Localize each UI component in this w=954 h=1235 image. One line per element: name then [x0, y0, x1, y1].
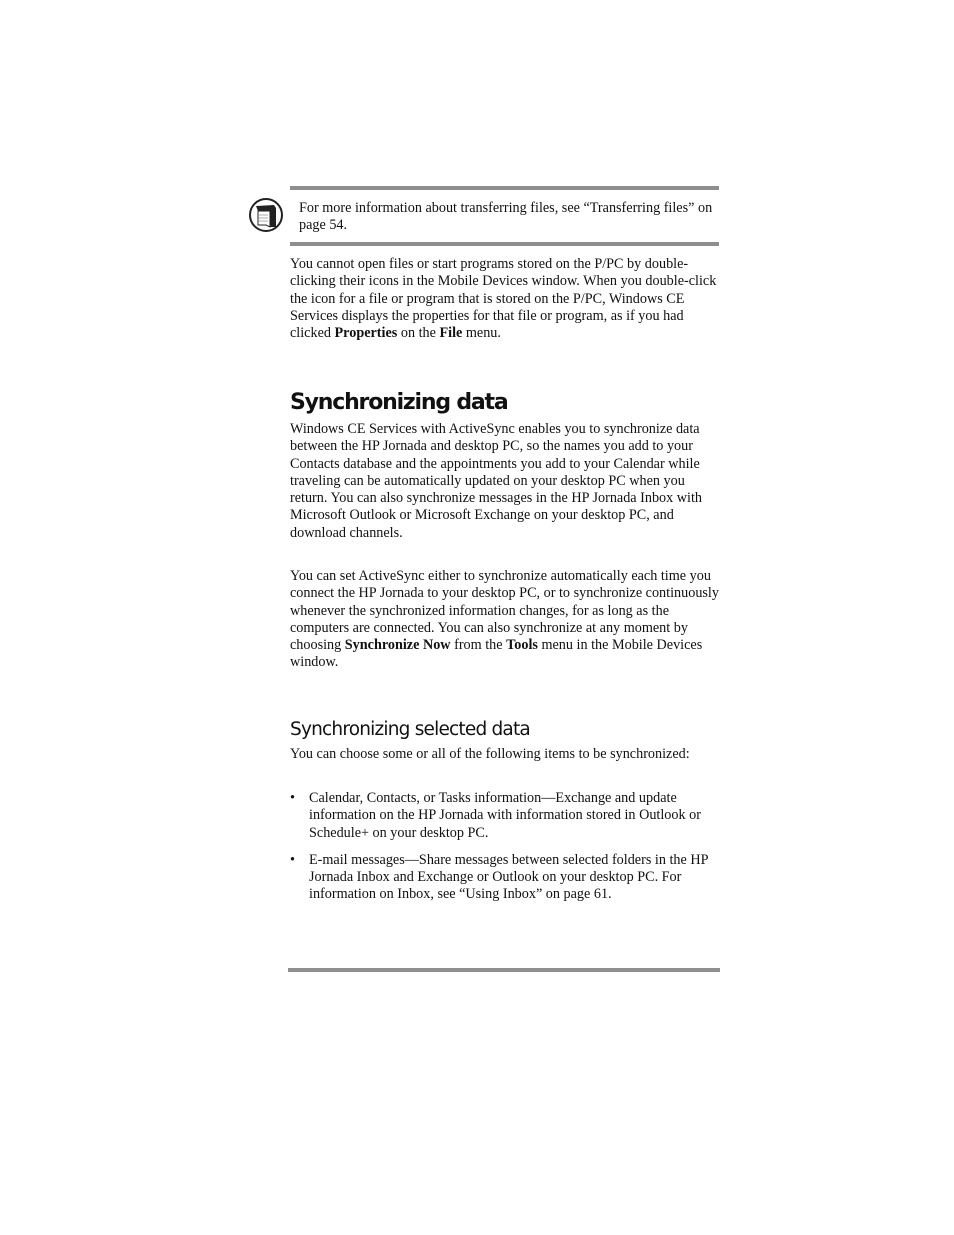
note-text: For more information about transferring files, see “Transferring files” on page 54. — [299, 200, 713, 234]
section-paragraph-1: Windows CE Services with ActiveSync enables you to synchronize data between the HP Jornada and desktop PC, so the names you add to your Contacts database and the appointments you add to your Calendar while traveling can be automatically updated on your desktop PC when you return. You can also synchronize messages in the HP Jornada Inbox with Microsoft Outlook or Microsoft Exchange on your desktop PC, and download channels. — [290, 421, 703, 541]
sync-items-list — [290, 790, 722, 914]
intro-text-1: You cannot open files or start programs stored on the P/PC by double-clicking their icons in the Mobile Devices window. When you double-click the icon for a file or program that is stored on the P/PC, Windows CE Services displays the properties for that file or program, as if you had clicked — [290, 256, 717, 342]
synchronize-now-term: Synchronize Now — [344, 637, 451, 654]
para2-text-2: from the — [450, 637, 507, 654]
note-icon — [248, 197, 284, 233]
section-heading: Synchronizing data — [290, 390, 508, 415]
note-bottom-rule — [290, 242, 719, 246]
intro-text-3: menu. — [462, 325, 501, 342]
page-bottom-rule — [288, 968, 720, 972]
tools-menu-term: Tools — [506, 637, 538, 654]
file-menu-term: File — [439, 325, 463, 342]
list-item-text: Calendar, Contacts, or Tasks information—Exchange and update information on the HP Jornada with information stored in Outlook or Schedule+ on your desktop PC. — [309, 790, 701, 841]
list-item — [290, 790, 722, 842]
bullet-marker: • — [290, 851, 295, 868]
note-top-rule — [290, 186, 719, 190]
list-item-text: E-mail messages—Share messages between selected folders in the HP Jornada Inbox and Exchange or Outlook on your desktop PC. For information on Inbox, see “Using Inbox” on page 61. — [309, 851, 708, 903]
properties-term: Properties — [334, 325, 398, 342]
subsection-heading: Synchronizing selected data — [290, 719, 530, 740]
para2-text-3: menu in the Mobile Devices window. — [290, 637, 703, 671]
bullet-marker: • — [290, 790, 295, 806]
para2-text-1: You can set ActiveSync either to synchronize automatically each time you connect the HP Jornada to your desktop PC, or to synchronize continuously whenever the synchronized information changes, for as long as the computers are connected. You can also synchronize at any moment by choosing — [290, 568, 719, 654]
intro-paragraph — [290, 256, 722, 342]
intro-text-2: on the — [397, 325, 440, 342]
section-paragraph-2 — [290, 568, 722, 672]
subsection-intro: You can choose some or all of the following items to be synchronized: — [290, 746, 690, 762]
list-item — [290, 852, 722, 904]
